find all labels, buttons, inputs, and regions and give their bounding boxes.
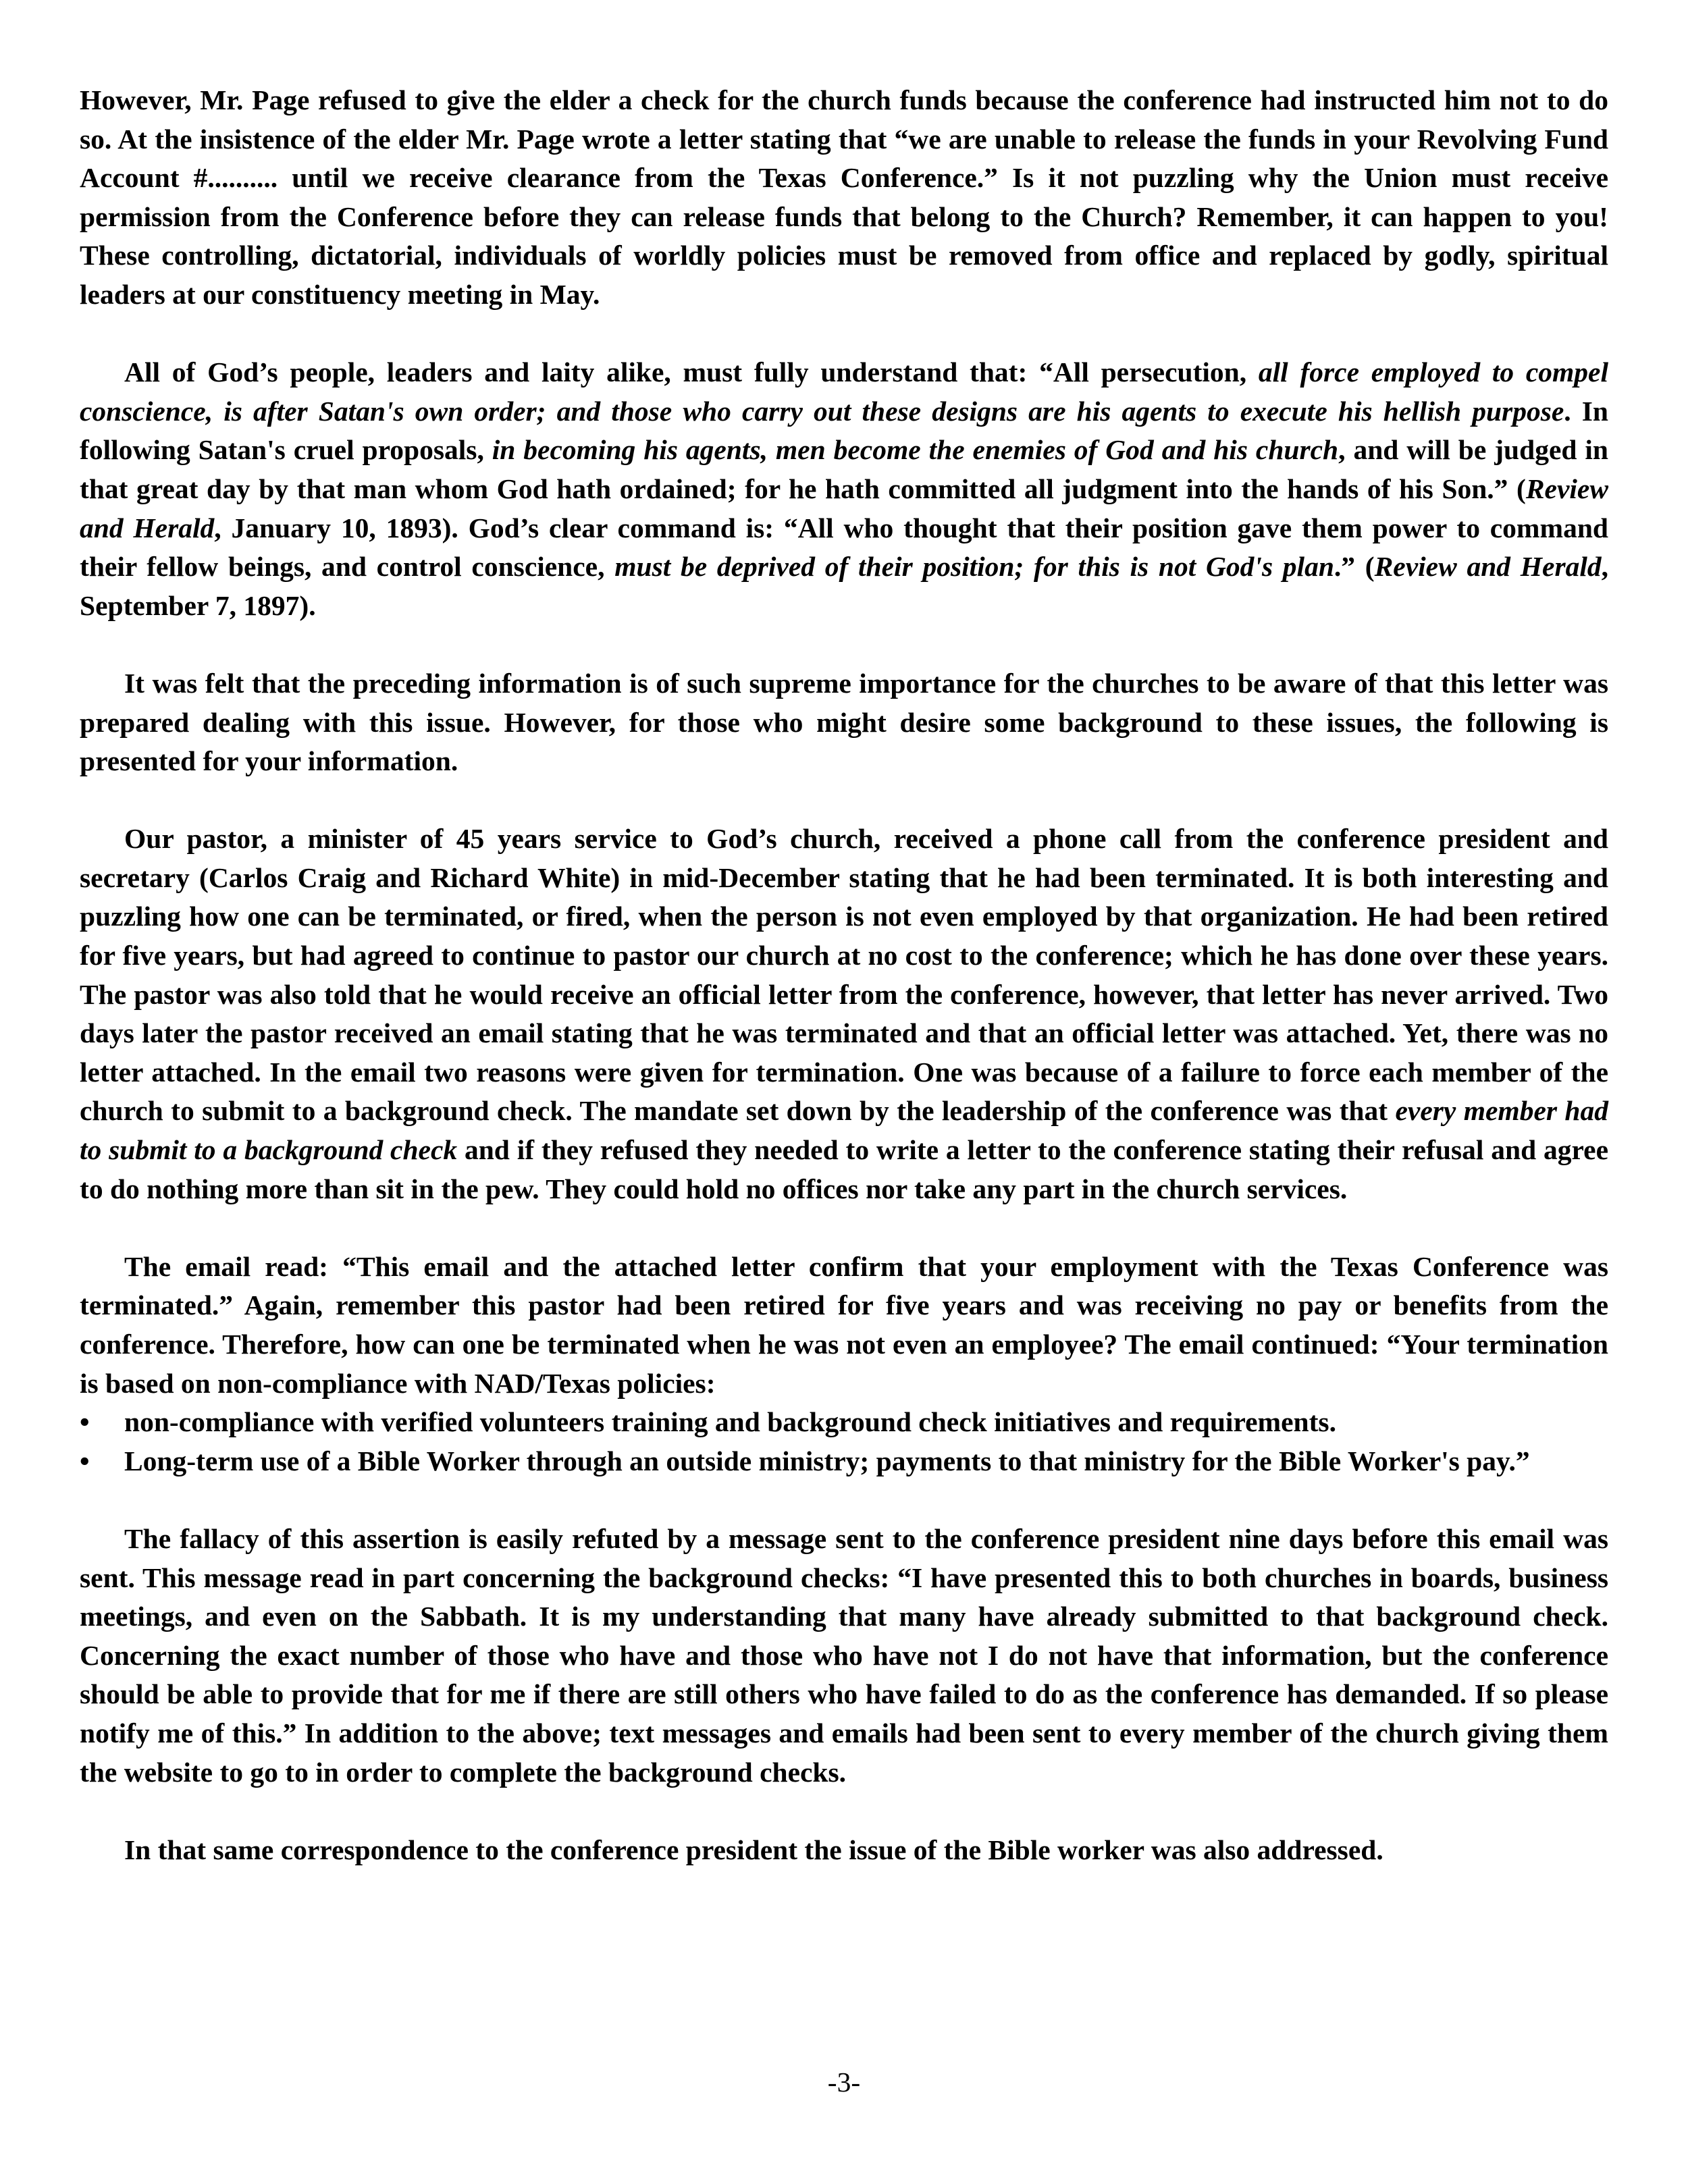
page-number: -3-: [827, 2067, 861, 2098]
bullet-icon: •: [80, 1406, 90, 1438]
paragraph-union-funds: [80, 81, 1608, 315]
text-segment: , and will be judged in that great day by that man whom God hath ordained; for he hath committed all judgment into the hands of his Son.” (: [80, 434, 1608, 504]
italic-segment: all force employed to compel conscience, is after Satan's own order; and those who carry out these designs are his agents to execute his hellish purpose: [80, 356, 1608, 427]
paragraph-email-read: [80, 1248, 1608, 1403]
text-segment: All of God’s people, leaders and laity alike, must fully understand that: “All persecution,: [124, 356, 1259, 388]
text-segment: .” (: [1334, 551, 1375, 583]
list-item-text: non-compliance with verified volunteers training and background check initiatives and requirements.: [124, 1406, 1336, 1438]
text-segment: , September 7, 1897).: [80, 551, 1609, 621]
termination-reasons-list: [80, 1403, 1608, 1481]
paragraph-text: It was felt that the preceding information is of such supreme importance for the churches to be aware of that this letter was prepared dealing with this issue. However, for those who might desire some background to these issues, the following is presented for your information.: [80, 667, 1608, 777]
paragraph-persecution-quote: [80, 353, 1608, 625]
italic-segment: must be deprived of their position; for this is not God's plan: [614, 551, 1334, 583]
paragraph-background-intro: [80, 664, 1608, 781]
citation-italic: Review and Herald: [1374, 551, 1602, 583]
paragraph-text: The email read: “This email and the attached letter confirm that your employment with the Texas Conference was terminated.” Again, remember this pastor had been retired for five years and was receiving no pay or benefits from the conference. Therefore, how can one be terminated when he was not even an employee? The email continued: “Your termination is based on non-compliance with NAD/Texas policies:: [80, 1250, 1608, 1399]
paragraph-text: In that same correspondence to the conference president the issue of the Bible worker was also addressed.: [124, 1834, 1383, 1865]
list-item: [80, 1403, 1608, 1442]
text-segment: , January 10, 1893). God’s clear command is: “All who thought that their position gave them power to command their fellow beings, and control conscience,: [80, 512, 1608, 583]
text-segment: and if they refused they needed to write a letter to the conference stating their refusal and agree to do nothing more than sit in the pew. They could hold no offices nor take any part in the church services.: [80, 1134, 1608, 1204]
text-segment: Our pastor, a minister of 45 years service to God’s church, received a phone call from the conference president and secretary (Carlos Craig and Richard White) in mid-December stating that he had been terminated. It is both interesting and puzzling how one can be terminated, or fired, when the person is not even employed by that organization. He had been retired for five years, but had agreed to continue to pastor our church at no cost to the conference; which he has done over these years. The pastor was also told that he would receive an official letter from the conference, however, that letter has never arrived. Two days later the pastor received an email stating that he was terminated and that an official letter was attached. Yet, there was no letter attached. In the email two reasons were given for termination. One was because of a failure to force each member of the church to submit to a background check. The mandate set down by the leadership of the conference was that: [80, 823, 1608, 1127]
paragraph-fallacy-refuted: [80, 1520, 1608, 1792]
paragraph-pastor-terminated: [80, 820, 1608, 1208]
paragraph-text: The fallacy of this assertion is easily refuted by a message sent to the conference president nine days before this email was sent. This message read in part concerning the background checks: “I have presented this to both churches in boards, business meetings, and even on the Sabbath. It is my understanding that many have already submitted to that background check. Concerning the exact number of those who have and those who have not I do not have that information, but the conference should be able to provide that for me if there are still others who have failed to do as the conference has demanded. If so please notify me of this.” In addition to the above; text messages and emails had been sent to every member of the church giving them the website to go to in order to complete the background checks.: [80, 1522, 1608, 1788]
list-item: [80, 1442, 1608, 1481]
paragraph-bible-worker: [80, 1831, 1608, 1870]
letter-page: [80, 81, 1608, 1869]
italic-segment: in becoming his agents, men become the enemies of God and his church: [492, 434, 1339, 466]
paragraph-text: However, Mr. Page refused to give the elder a check for the church funds because the conference had instructed him not to do so. At the insistence of the elder Mr. Page wrote a letter stating that “we are unable to release the funds in your Revolving Fund Account #.......... until we receive clearance from the Texas Conference.” Is it not puzzling why the Union must receive permission from the Conference before they can release funds that belong to the Church? Remember, it can happen to you! These controlling, dictatorial, individuals of worldly policies must be removed from office and replaced by godly, spiritual leaders at our constituency meeting in May.: [80, 84, 1608, 310]
citation-italic: Review and Herald: [80, 473, 1608, 543]
bullet-icon: •: [80, 1445, 90, 1476]
text-segment: . In following Satan's cruel proposals,: [80, 395, 1608, 466]
italic-segment: every member had to submit to a background check: [80, 1095, 1608, 1166]
list-item-text: Long-term use of a Bible Worker through an outside ministry; payments to that ministry for the Bible Worker's pay.”: [124, 1445, 1530, 1476]
